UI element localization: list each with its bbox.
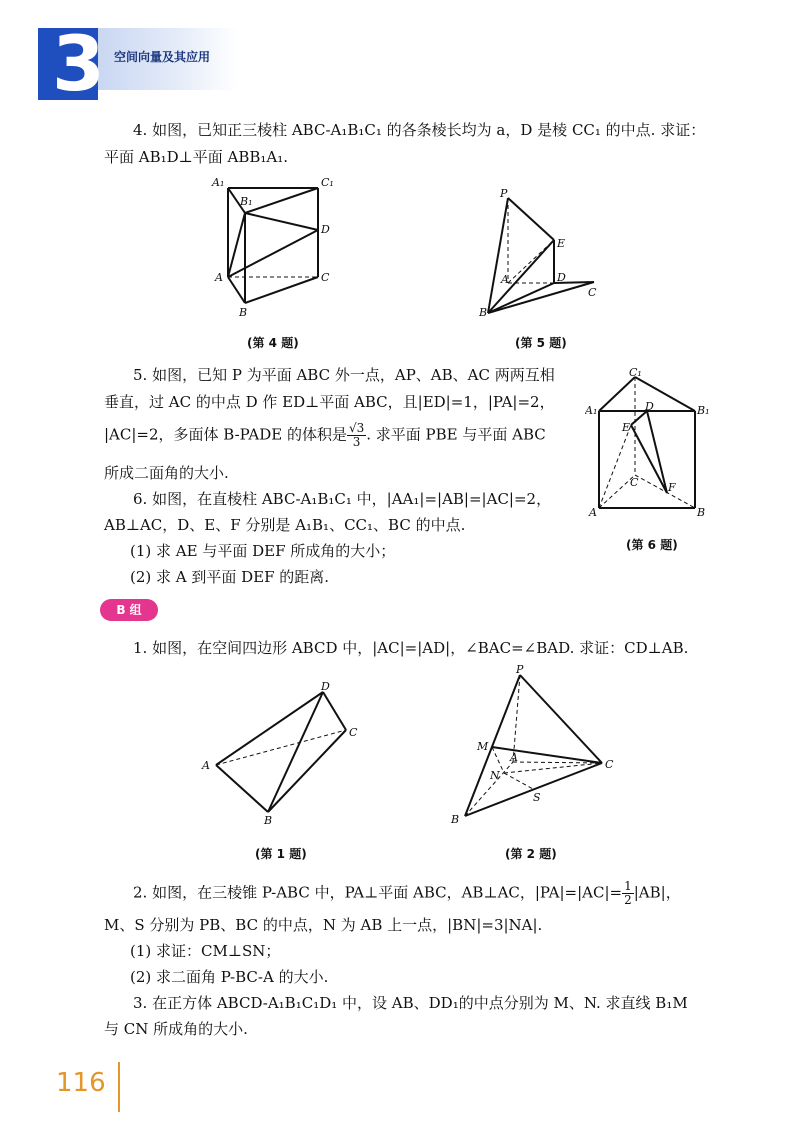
problem-b2-line-2: M、S 分别为 PB、BC 的中点，N 为 AB 上一点，|BN|=3|NA|. bbox=[104, 916, 543, 934]
volume-fraction bbox=[347, 422, 366, 449]
page-number-divider bbox=[118, 1062, 120, 1112]
problem-b2-question-2: (2) 求二面角 P-BC-A 的大小. bbox=[130, 968, 329, 986]
figb2-label-S: S bbox=[533, 791, 541, 804]
figb2-label-A: A bbox=[510, 751, 518, 764]
fig6-label-B: B bbox=[697, 506, 706, 519]
figb2-label-N: N bbox=[490, 769, 500, 782]
caption-fig5: (第 5 题) bbox=[515, 336, 567, 350]
problem-b2-question-1: (1) 求证：CM⊥SN； bbox=[130, 942, 281, 960]
problem-b1-text: 1. 如图，在空间四边形 ABCD 中，|AC|=|AD|，∠BAC=∠BAD. 求证：CD⊥AB. bbox=[133, 639, 689, 657]
problem-4-line-1: 4. 如图，已知正三棱柱 ABC-A₁B₁C₁ 的各条棱长均为 a，D 是棱 CC₁ 的中点. 求证： bbox=[133, 121, 706, 139]
section-b-badge: B 组 bbox=[100, 599, 158, 621]
problem-5-line-2: 垂直，过 AC 的中点 D 作 ED⊥平面 ABC，且|ED|=1，|PA|=2， bbox=[104, 393, 555, 411]
fig5-label-B: B bbox=[479, 306, 488, 319]
volume-fraction-numerator: √3 bbox=[348, 421, 365, 435]
problem-5-line-4: 所成二面角的大小. bbox=[104, 464, 229, 482]
chapter-number: 3 bbox=[52, 19, 105, 108]
caption-fig6: (第 6 题) bbox=[626, 538, 678, 552]
figure-6 bbox=[585, 365, 710, 520]
figure-5 bbox=[470, 185, 610, 325]
problem-4-line-2: 平面 AB₁D⊥平面 ABB₁A₁. bbox=[104, 148, 289, 166]
figb2-label-M: M bbox=[477, 740, 489, 753]
figb2-label-C: C bbox=[605, 758, 614, 771]
caption-fig4: (第 4 题) bbox=[247, 336, 299, 350]
fig4-label-C: C bbox=[321, 271, 330, 284]
problem-5-line-3-start: |AC|=2，多面体 B-PADE 的体积是 bbox=[104, 425, 347, 444]
fig4-label-A1: A₁ bbox=[212, 176, 225, 189]
problem-b2-line-1-end: |AB|， bbox=[633, 883, 681, 902]
caption-fig-b2: (第 2 题) bbox=[505, 847, 557, 861]
problem-5-line-1: 5. 如图，已知 P 为平面 ABC 外一点，AP、AB、AC 两两互相 bbox=[133, 366, 555, 384]
figb2-label-B: B bbox=[451, 813, 460, 826]
fig6-label-D: D bbox=[645, 400, 654, 413]
fig6-label-C: C bbox=[630, 476, 639, 489]
ratio-fraction bbox=[622, 880, 634, 907]
fig6-label-C1: C₁ bbox=[629, 366, 642, 379]
problem-b2-line-1 bbox=[133, 880, 681, 907]
fig5-label-D: D bbox=[557, 271, 566, 284]
problem-6-question-1: (1) 求 AE 与平面 DEF 所成角的大小； bbox=[130, 542, 396, 560]
figure-4 bbox=[200, 170, 350, 320]
figb1-label-C: C bbox=[349, 726, 358, 739]
figb1-label-A: A bbox=[202, 759, 210, 772]
fig5-label-P: P bbox=[500, 187, 508, 200]
fig6-label-E: E bbox=[622, 421, 631, 434]
problem-5-line-3 bbox=[104, 422, 546, 449]
fig5-label-E: E bbox=[557, 237, 566, 250]
problem-6-line-2: AB⊥AC，D、E、F 分别是 A₁B₁、CC₁、BC 的中点. bbox=[104, 516, 466, 534]
figure-b2 bbox=[447, 660, 622, 830]
fig6-label-A1: A₁ bbox=[585, 404, 598, 417]
ratio-fraction-numerator: 1 bbox=[624, 879, 632, 893]
figb1-label-D: D bbox=[321, 680, 330, 693]
figure-b1 bbox=[198, 678, 368, 828]
problem-6-question-2: (2) 求 A 到平面 DEF 的距离. bbox=[130, 568, 330, 586]
figb2-label-P: P bbox=[516, 663, 524, 676]
problem-b2-line-1-start: 2. 如图，在三棱锥 P-ABC 中，PA⊥平面 ABC，AB⊥AC，|PA|=|AC|= bbox=[133, 883, 623, 902]
fig5-label-A: A bbox=[501, 273, 509, 286]
problem-b3-line-1: 3. 在正方体 ABCD-A₁B₁C₁D₁ 中，设 AB、DD₁的中点分别为 M、N. 求直线 B₁M bbox=[133, 994, 688, 1012]
fig4-label-B1: B₁ bbox=[240, 195, 253, 208]
page-number: 116 bbox=[56, 1068, 106, 1098]
problem-5-line-3-end: . 求平面 PBE 与平面 ABC bbox=[366, 425, 546, 444]
problem-6-line-1: 6. 如图，在直棱柱 ABC-A₁B₁C₁ 中，|AA₁|=|AB|=|AC|=2， bbox=[133, 490, 552, 508]
fig5-label-C: C bbox=[588, 286, 597, 299]
volume-fraction-denominator: 3 bbox=[352, 435, 361, 449]
problem-b3-line-2: 与 CN 所成角的大小. bbox=[104, 1020, 248, 1038]
fig6-label-A: A bbox=[589, 506, 597, 519]
fig6-label-B1: B₁ bbox=[697, 404, 710, 417]
fig4-label-D: D bbox=[321, 223, 330, 236]
fig4-label-A: A bbox=[215, 271, 223, 284]
figb1-label-B: B bbox=[264, 814, 273, 827]
ratio-fraction-denominator: 2 bbox=[624, 893, 632, 907]
fig4-label-B: B bbox=[239, 306, 248, 319]
fig6-label-F: F bbox=[668, 481, 676, 494]
fig4-label-C1: C₁ bbox=[321, 176, 334, 189]
chapter-title: 空间向量及其应用 bbox=[114, 50, 211, 64]
caption-fig-b1: (第 1 题) bbox=[255, 847, 307, 861]
